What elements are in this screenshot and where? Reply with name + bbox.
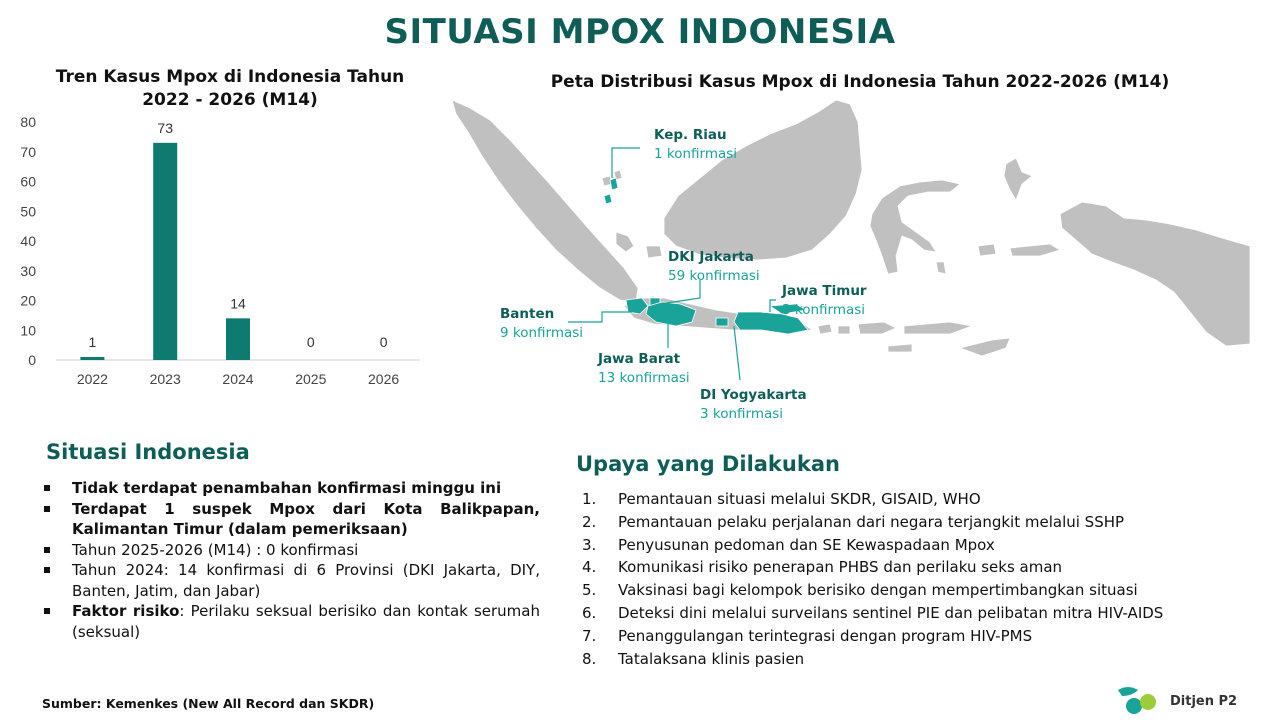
risk-factor-text: : Perilaku seksual berisiko dan kontak serumah (seksual) [72,602,540,641]
upaya-item [582,625,1242,648]
situasi-list [42,478,540,642]
item-number: 1. [582,490,597,508]
item-text: Penyusunan pedoman dan SE Kewaspadaan Mpox [618,535,995,554]
case-count: 3 konfirmasi [700,406,784,422]
bali-island [818,324,832,334]
papua-island [1060,202,1250,346]
sumbawa-island [858,322,896,334]
ditjen-p2-logo [1112,680,1262,720]
x-tick-label: 2023 [149,371,181,387]
risk-factor-label: Faktor risiko [72,602,180,620]
item-number: 4. [582,558,597,577]
situasi-heading: Situasi Indonesia [46,440,250,464]
y-tick-label: 10 [20,322,36,339]
data-label: 0 [306,334,315,350]
x-tick-label: 2025 [295,371,327,387]
upaya-heading: Upaya yang Dilakukan [576,452,840,476]
case-count: 13 konfirmasi [598,370,690,386]
sumba-island [888,344,912,352]
upaya-item [582,648,1242,671]
map-label-jabar [598,350,690,388]
buton-island [936,262,946,274]
data-label: 0 [379,334,388,350]
case-count: 59 konfirmasi [668,268,760,284]
upaya-item [582,556,1242,579]
data-label: 73 [157,119,173,136]
logo-text: Ditjen P2 [1170,694,1238,709]
seram-island [1010,244,1060,256]
item-text: Pemantauan situasi melalui SKDR, GISAID, WHO [618,490,981,508]
y-tick-label: 30 [20,262,36,279]
map-title: Peta Distribusi Kasus Mpox di Indonesia Tahun 2022-2026 (M14) [550,72,1170,92]
item-text: Tatalaksana klinis pasien [618,649,805,668]
page-title: SITUASI MPOX INDONESIA [384,12,896,52]
diy-leader [734,326,740,380]
upaya-list [582,488,1242,670]
item-number: 6. [582,603,597,622]
y-tick-label: 0 [28,352,36,368]
y-tick-label: 50 [20,203,36,220]
bar-2023 [153,143,177,360]
province-name: Jawa Barat [598,351,681,367]
item-text: Pemantauan pelaku perjalanan dari negara terjangkit melalui SSHP [618,512,1125,531]
province-name: Banten [500,306,555,322]
y-tick-label: 70 [20,143,36,160]
item-number: 2. [582,512,597,531]
buru-island [978,244,996,256]
item-text: Penanggulangan terintegrasi dengan program HIV-PMS [618,626,1033,645]
situasi-item: Terdapat 1 suspek Mpox dari Kota Balikpapan, Kalimantan Timur (dalam pemeriksaan) [42,499,540,540]
upaya-item [582,511,1242,534]
province-name: DI Yogyakarta [700,387,807,403]
item-number: 5. [582,581,597,600]
map-label-banten [500,305,583,343]
source-note: Sumber: Kemenkes (New All Record dan SKDR) [42,696,375,711]
map-label-diy [700,386,807,424]
x-tick-label: 2024 [222,371,254,387]
data-label: 14 [230,295,246,312]
halmahera-island [1004,158,1032,200]
map-label-kepriau [654,126,737,164]
bar-2024 [226,318,250,360]
province-name: DKI Jakarta [668,249,754,265]
lombok-island [838,326,850,334]
province-name: Jawa Timur [782,283,867,299]
upaya-item [582,488,1242,511]
situasi-item: Tahun 2025-2026 (M14) : 0 konfirmasi [42,540,540,561]
province-name: Kep. Riau [654,127,727,143]
logo-icon [1112,680,1168,720]
kalimantan-island [664,100,862,260]
map-label-jatim [782,282,867,320]
data-label: 1 [88,334,97,350]
item-text: Komunikasi risiko penerapan PHBS dan perilaku seks aman [618,558,1063,577]
item-number: 8. [582,649,597,668]
diy-region [716,318,728,326]
chart-title: Tren Kasus Mpox di Indonesia Tahun 2022 - 2026 (M14) [55,67,405,110]
timor-island [960,338,1010,356]
flores-island [904,322,972,334]
item-text: Deteksi dini melalui surveilans sentinel PIE dan pelibatan mitra HIV-AIDS [618,603,1164,622]
x-tick-label: 2026 [368,371,400,387]
indonesia-map [440,95,1260,425]
y-tick-label: 40 [20,233,36,249]
case-count: 9 konfirmasi [500,325,584,341]
situasi-item: Tidak terdapat penambahan konfirmasi minggu ini [42,478,540,499]
upaya-item [582,579,1242,602]
y-tick-label: 20 [20,292,36,309]
bangka-island [616,232,634,252]
bar-chart [10,110,430,400]
case-count: 1 konfirmasi [654,146,738,162]
item-text: Vaksinasi bagi kelompok berisiko dengan mempertimbangkan situasi [618,581,1138,600]
y-tick-label: 80 [20,114,36,130]
y-tick-label: 60 [20,173,36,190]
item-number: 3. [582,535,597,554]
case-count: 3 konfirmasi [782,302,866,318]
x-tick-label: 2022 [76,371,108,387]
item-number: 7. [582,626,597,645]
upaya-item [582,534,1242,557]
belitung-island [646,246,662,258]
situasi-item [42,601,540,642]
map-label-dki [668,248,760,286]
bar-2022 [80,357,104,360]
sulawesi-island [870,180,960,274]
situasi-item: Tahun 2024: 14 konfirmasi di 6 Provinsi (DKI Jakarta, DIY, Banten, Jatim, dan Jabar) [42,560,540,601]
upaya-item [582,602,1242,625]
